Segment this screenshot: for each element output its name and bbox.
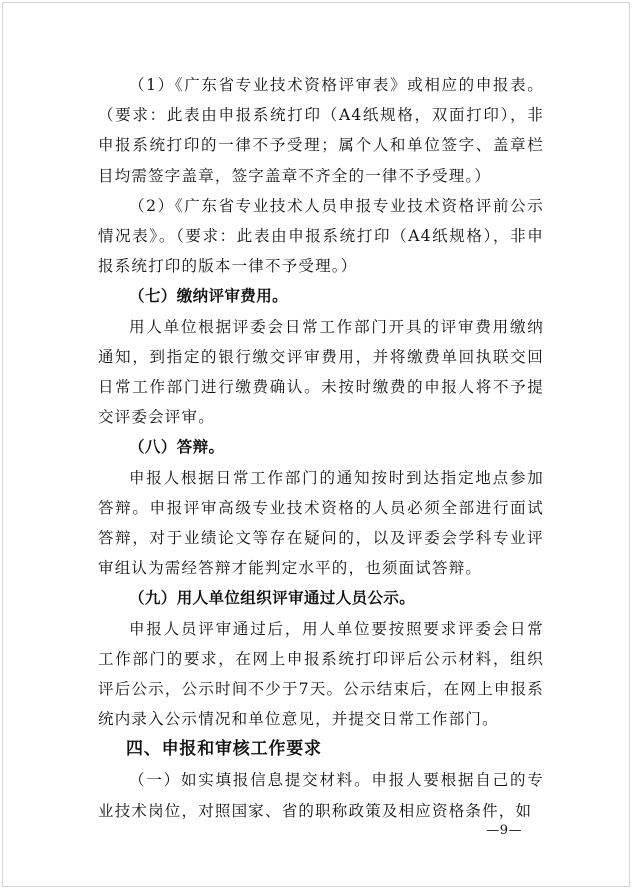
paragraph-publicity: 申报人员评审通过后，用人单位要按照要求评委会日常工作部门的要求，在网上申报系统打印评后公示材料，组织评后公示，公示时间不少于7天。公示结束后，在网上申报系统内录入公示情况和单位意见，并提交日常工作部门。 xyxy=(98,619,544,729)
paragraph-fee: 用人单位根据评委会日常工作部门开具的评审费用缴纳通知，到指定的银行缴交评审费用，并将缴费单回执联交回日常工作部门进行缴费确认。未按时缴费的申报人将不予提交评委会评审。 xyxy=(98,317,544,427)
subheading-9: （九）用人单位组织评审通过人员公示。 xyxy=(129,588,416,608)
page-number: —9— xyxy=(486,823,522,838)
document-body xyxy=(98,70,544,826)
paragraph-defense: 申报人根据日常工作部门的通知按时到达指定地点参加答辩。申报评审高级专业技术资格的人员必须全部进行面试答辩，对于业绩论文等存在疑问的，以及评委会学科专业评审组认为需经答辩才能判定水平的，也须面试答辩。 xyxy=(98,468,544,578)
paragraph-requirement-1: （一）如实填报信息提交材料。申报人要根据自己的专业技术岗位，对照国家、省的职称政策及相应资格条件，如 xyxy=(98,771,544,820)
paragraph-item-1: （1）《广东省专业技术资格评审表》或相应的申报表。（要求：此表由申报系统打印（A4纸规格，双面打印），非申报系统打印的一律不予受理；属个人和单位签字、盖章栏目均需签字盖章，签字盖章不齐全的一律不予受理。） xyxy=(98,76,544,185)
subheading-7: （七）缴纳评审费用。 xyxy=(129,286,289,306)
section-title-4: 四、申报和审核工作要求 xyxy=(126,739,322,760)
subheading-8: （八）答辩。 xyxy=(129,437,225,457)
paragraph-item-2: （2）《广东省专业技术人员申报专业技术资格评前公示情况表》。（要求：此表由申报系统打印（A4纸规格），非申报系统打印的版本一律不予受理。） xyxy=(98,196,544,276)
